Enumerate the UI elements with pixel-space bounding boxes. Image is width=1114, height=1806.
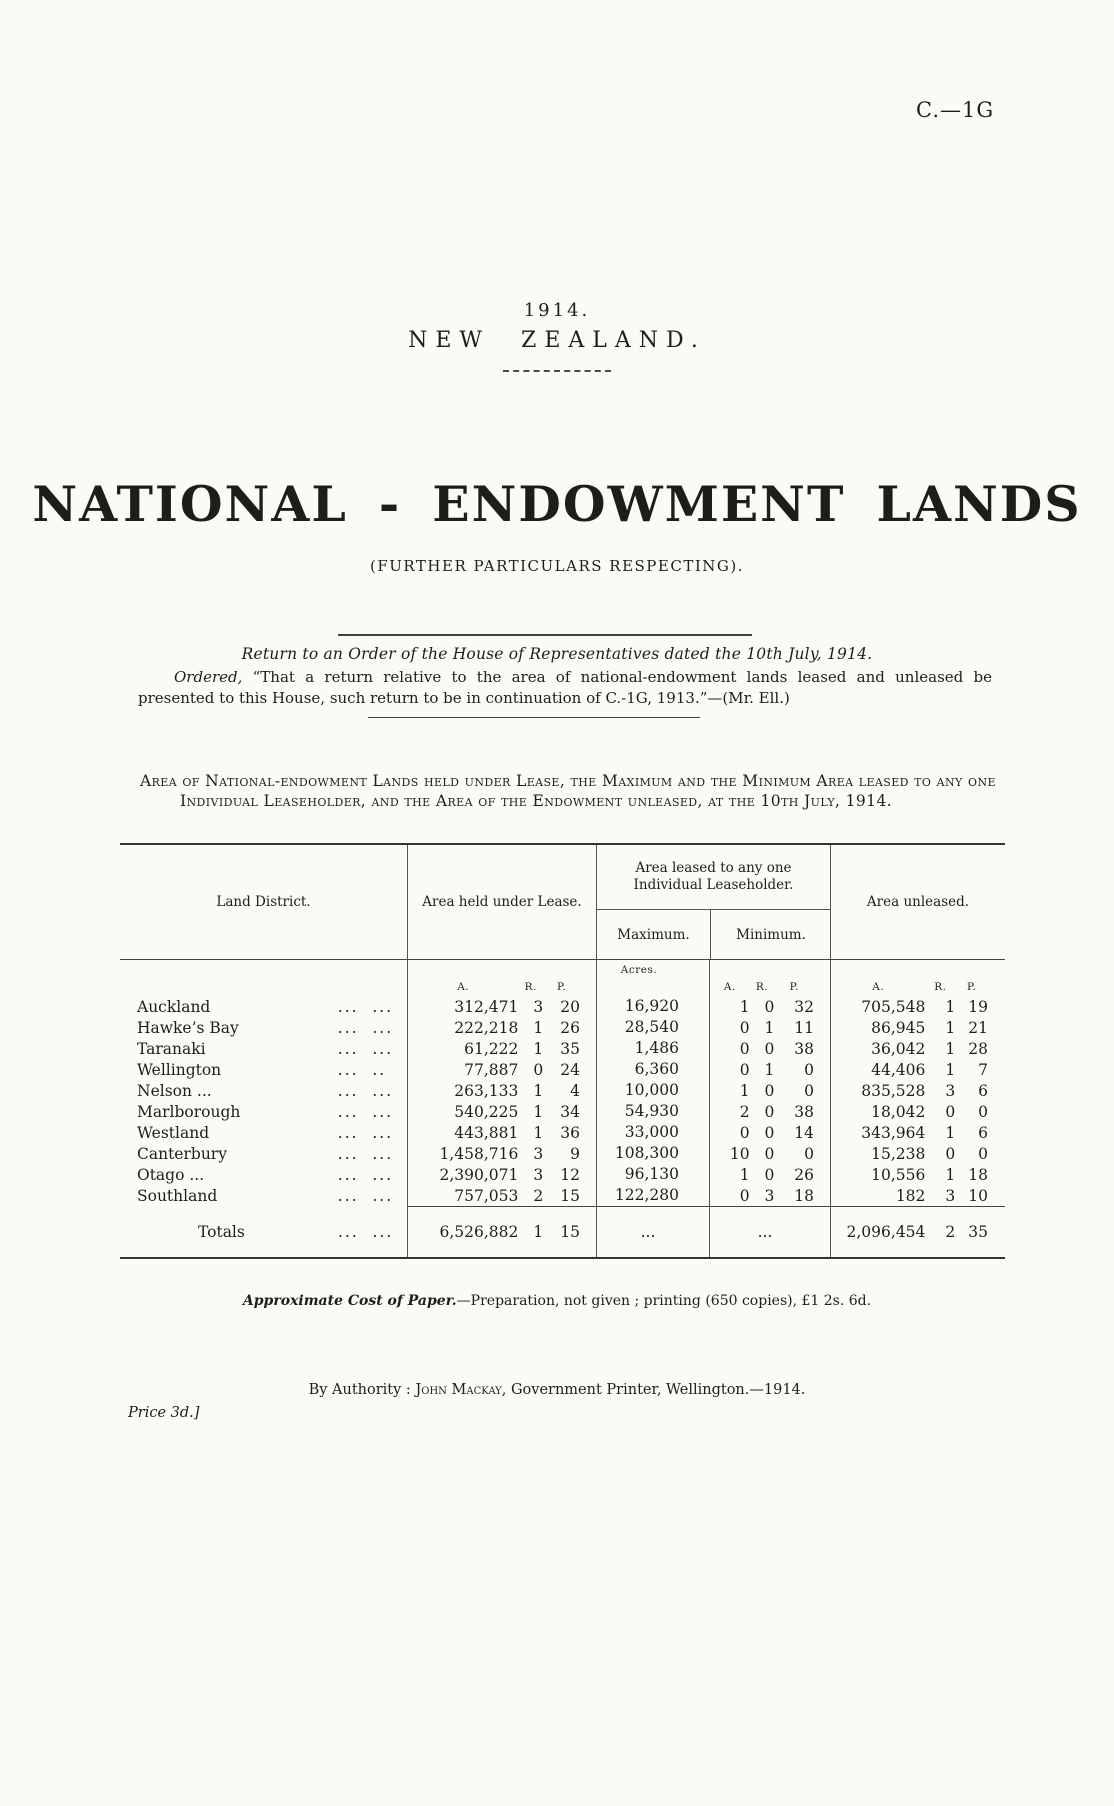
min-acres: 0	[739, 1060, 750, 1079]
unleased-roods: 0	[945, 1144, 956, 1163]
year-line: 1914.	[523, 300, 591, 321]
totals-unleased-perches: 35	[968, 1223, 989, 1241]
unit-cell-held	[407, 960, 596, 996]
col-group-leased-sub	[597, 910, 830, 959]
minimum-leased-cell	[709, 1185, 830, 1206]
held-roods: 3	[533, 997, 544, 1016]
district-name: Auckland	[137, 997, 211, 1016]
minimum-leased-cell	[709, 1101, 830, 1122]
district-name: Marlborough	[137, 1102, 241, 1121]
table-row-district-cell	[120, 1143, 407, 1164]
min-roods: 1	[764, 1060, 775, 1079]
page-subtitle: (FURTHER PARTICULARS RESPECTING).	[370, 557, 744, 575]
unleased-perches: 7	[978, 1060, 989, 1079]
held-acres: 443,881	[454, 1123, 519, 1142]
minimum-leased-cell	[709, 1038, 830, 1059]
unleased-perches: 18	[968, 1165, 989, 1184]
held-acres: 2,390,071	[439, 1165, 519, 1184]
district-name: Nelson ...	[137, 1081, 212, 1100]
totals-row-label-cell	[120, 1206, 407, 1257]
held-roods: 0	[533, 1060, 544, 1079]
min-perches: 38	[794, 1039, 815, 1058]
unleased-acres: 835,528	[861, 1081, 926, 1100]
held-under-lease-cell	[407, 1122, 596, 1143]
unleased-perches: 0	[978, 1144, 989, 1163]
unit-cell-max: Acres.	[596, 960, 709, 996]
district-name: Hawke’s Bay	[137, 1018, 239, 1037]
unleased-roods: 1	[945, 1123, 956, 1142]
unit-unl-r: R.	[934, 981, 947, 993]
min-acres: 0	[739, 1018, 750, 1037]
table-row-district-cell	[120, 1059, 407, 1080]
price-note: Price 3d.]	[128, 1405, 200, 1421]
unleased-roods: 3	[945, 1081, 956, 1100]
min-roods: 0	[764, 997, 775, 1016]
unleased-acres: 705,548	[861, 997, 926, 1016]
section-heading: Area of National-endowment Lands held under Lease, the Maximum and the Minimum Area leased to any one Individual Leaseholder, and the Area of the Endowment unleased, at the 10th July, 1914.	[140, 772, 996, 810]
min-roods: 0	[764, 1144, 775, 1163]
col-header-area-unleased: Area unleased.	[830, 845, 1005, 959]
leader-dots: ..	[372, 1060, 387, 1079]
unit-cell-unleased	[830, 960, 1005, 996]
held-under-lease-cell	[407, 1185, 596, 1206]
totals-min-cell	[709, 1206, 830, 1257]
min-perches: 26	[794, 1165, 815, 1184]
min-roods: 0	[764, 1123, 775, 1142]
minimum-leased-cell	[709, 1017, 830, 1038]
totals-unleased-roods: 2	[945, 1223, 956, 1241]
held-perches: 35	[560, 1039, 580, 1058]
unleased-perches: 6	[978, 1081, 989, 1100]
col-header-land-district: Land District.	[216, 894, 311, 910]
col-group-leased-label	[597, 845, 830, 910]
leader-dots: ...	[337, 1123, 359, 1142]
unleased-perches: 0	[978, 1102, 989, 1121]
min-acres: 1	[739, 1081, 750, 1100]
held-under-lease-cell	[407, 1038, 596, 1059]
table-row-district-cell	[120, 996, 407, 1017]
min-perches: 11	[794, 1018, 815, 1037]
ordered-paragraph	[138, 667, 992, 708]
lands-table	[120, 843, 1005, 1259]
min-perches: 0	[804, 1060, 815, 1079]
held-perches: 36	[560, 1123, 580, 1142]
area-unleased-cell	[830, 1143, 1005, 1164]
maximum-leased-cell: 108,300	[596, 1143, 709, 1164]
col-group-leased	[596, 845, 830, 959]
table-row-district-cell	[120, 1185, 407, 1206]
unleased-perches: 6	[978, 1123, 989, 1142]
min-roods: 0	[764, 1102, 775, 1121]
area-unleased-cell	[830, 1185, 1005, 1206]
held-perches: 4	[570, 1081, 580, 1100]
table-row-district-cell	[120, 1038, 407, 1059]
doc-reference: C.—1G	[916, 98, 995, 122]
district-name: Otago ...	[137, 1165, 205, 1184]
min-roods: 0	[764, 1165, 775, 1184]
totals-max-value: ...	[640, 1222, 656, 1241]
held-under-lease-cell	[407, 1059, 596, 1080]
leader-dots: ...	[372, 1039, 394, 1058]
unleased-roods: 1	[945, 1018, 956, 1037]
min-roods: 3	[764, 1186, 775, 1205]
totals-held-cell	[407, 1206, 596, 1257]
held-acres: 757,053	[454, 1186, 519, 1205]
district-name: Westland	[137, 1123, 210, 1142]
min-roods: 0	[764, 1081, 775, 1100]
leader-dots: ...	[337, 1081, 359, 1100]
leader-dots: ...	[337, 1186, 359, 1205]
totals-max-cell	[596, 1206, 709, 1257]
table-body	[120, 960, 1005, 1257]
district-name: Wellington	[137, 1060, 222, 1079]
maximum-leased-cell: 1,486	[596, 1038, 709, 1059]
table-header	[120, 845, 1005, 960]
held-roods: 3	[533, 1144, 544, 1163]
leader-dots: ...	[372, 1123, 394, 1142]
held-roods: 1	[533, 1123, 544, 1142]
minimum-leased-cell	[709, 1122, 830, 1143]
held-perches: 24	[560, 1060, 580, 1079]
leader-dots: ...	[372, 1165, 394, 1184]
min-acres: 0	[739, 1039, 750, 1058]
table-row-district-cell	[120, 1101, 407, 1122]
district-name: Southland	[137, 1186, 218, 1205]
unleased-acres: 10,556	[871, 1165, 926, 1184]
cost-note-body: —Preparation, not given ; printing (650 copies), £1 2s. 6d.	[456, 1293, 872, 1309]
min-roods: 1	[764, 1018, 775, 1037]
min-acres: 10	[729, 1144, 750, 1163]
leader-dots: ...	[337, 1165, 359, 1184]
totals-min-value: ...	[757, 1222, 773, 1241]
held-under-lease-cell	[407, 996, 596, 1017]
held-perches: 20	[560, 997, 580, 1016]
held-under-lease-cell	[407, 1164, 596, 1185]
area-unleased-cell	[830, 1101, 1005, 1122]
unit-min-a: A.	[723, 981, 736, 993]
unit-min-r: R.	[755, 981, 769, 993]
held-acres: 61,222	[464, 1039, 519, 1058]
unit-held-a: A.	[457, 981, 470, 993]
district-name: Taranaki	[137, 1039, 206, 1058]
leader-dots: ...	[372, 1144, 394, 1163]
min-acres: 1	[739, 1165, 750, 1184]
leader-dots: ...	[337, 1222, 359, 1241]
area-unleased-cell	[830, 996, 1005, 1017]
held-under-lease-cell	[407, 1101, 596, 1122]
held-perches: 26	[560, 1018, 580, 1037]
minimum-leased-cell	[709, 1143, 830, 1164]
held-roods: 1	[533, 1039, 544, 1058]
min-acres: 2	[739, 1102, 750, 1121]
district-name: Canterbury	[137, 1144, 227, 1163]
min-acres: 1	[739, 997, 750, 1016]
held-under-lease-cell	[407, 1143, 596, 1164]
held-roods: 2	[533, 1186, 544, 1205]
unit-held-r: R.	[524, 981, 537, 993]
maximum-leased-cell: 33,000	[596, 1122, 709, 1143]
col-header-maximum: Maximum.	[617, 926, 690, 943]
ordered-lead: Ordered,	[174, 668, 243, 686]
authority-printer-name: John Mackay	[415, 1382, 502, 1398]
unleased-acres: 18,042	[871, 1102, 926, 1121]
unit-unl-a: A.	[872, 981, 885, 993]
held-acres: 312,471	[454, 997, 519, 1016]
leader-dots: ...	[372, 1018, 394, 1037]
unleased-acres: 182	[895, 1186, 926, 1205]
area-unleased-cell	[830, 1017, 1005, 1038]
held-perches: 12	[560, 1165, 580, 1184]
area-unleased-cell	[830, 1122, 1005, 1143]
area-unleased-cell	[830, 1038, 1005, 1059]
held-acres: 1,458,716	[439, 1144, 519, 1163]
unleased-acres: 343,964	[861, 1123, 926, 1142]
unleased-acres: 86,945	[871, 1018, 926, 1037]
held-perches: 9	[570, 1144, 580, 1163]
country-line: NEW ZEALAND.	[408, 328, 706, 353]
maximum-leased-cell: 16,920	[596, 996, 709, 1017]
cost-of-paper-note	[0, 1293, 1114, 1309]
authority-suffix: , Government Printer, Wellington.—1914.	[501, 1382, 806, 1398]
leader-dots: ...	[372, 1186, 394, 1205]
min-perches: 0	[804, 1081, 815, 1100]
leader-dots: ...	[337, 1060, 359, 1079]
min-perches: 0	[804, 1144, 815, 1163]
unleased-perches: 10	[968, 1186, 989, 1205]
area-unleased-cell	[830, 1080, 1005, 1101]
unit-cell-blank	[120, 960, 407, 996]
unleased-perches: 21	[968, 1018, 989, 1037]
unleased-roods: 0	[945, 1102, 956, 1121]
totals-held-acres: 6,526,882	[439, 1223, 519, 1241]
held-under-lease-cell	[407, 1017, 596, 1038]
held-acres: 540,225	[454, 1102, 519, 1121]
totals-unleased-acres: 2,096,454	[846, 1223, 926, 1241]
held-roods: 1	[533, 1081, 544, 1100]
held-acres: 263,133	[454, 1081, 519, 1100]
authority-prefix: By Authority :	[308, 1382, 416, 1398]
min-roods: 0	[764, 1039, 775, 1058]
min-perches: 32	[794, 997, 815, 1016]
minimum-leased-cell	[709, 1059, 830, 1080]
ornament-rule	[503, 370, 611, 372]
unleased-perches: 28	[968, 1039, 989, 1058]
leader-dots: ...	[337, 1039, 359, 1058]
totals-held-roods: 1	[533, 1223, 544, 1241]
table-row-district-cell	[120, 1122, 407, 1143]
leader-dots: ...	[372, 1222, 394, 1241]
unleased-acres: 15,238	[871, 1144, 926, 1163]
unleased-roods: 1	[945, 1060, 956, 1079]
held-acres: 77,887	[464, 1060, 519, 1079]
maximum-leased-cell: 10,000	[596, 1080, 709, 1101]
leader-dots: ...	[337, 1144, 359, 1163]
cost-note-lead: Approximate Cost of Paper.	[242, 1293, 457, 1309]
maximum-leased-cell: 54,930	[596, 1101, 709, 1122]
area-unleased-cell	[830, 1059, 1005, 1080]
unleased-perches: 19	[968, 997, 989, 1016]
maximum-leased-cell: 6,360	[596, 1059, 709, 1080]
totals-held-perches: 15	[560, 1223, 580, 1241]
table-row-district-cell	[120, 1080, 407, 1101]
area-unleased-cell	[830, 1164, 1005, 1185]
leader-dots: ...	[337, 1102, 359, 1121]
minimum-leased-cell	[709, 996, 830, 1017]
held-perches: 34	[560, 1102, 580, 1121]
min-acres: 0	[739, 1186, 750, 1205]
maximum-leased-cell: 96,130	[596, 1164, 709, 1185]
unit-min-p: P.	[789, 981, 799, 993]
unleased-acres: 44,406	[871, 1060, 926, 1079]
held-perches: 15	[560, 1186, 580, 1205]
totals-label: Totals	[198, 1222, 245, 1241]
leader-dots: ...	[372, 1081, 394, 1100]
authority-line	[0, 1382, 1114, 1398]
page-title: NATIONAL - ENDOWMENT LANDS	[32, 475, 1082, 533]
table-row-district-cell	[120, 1164, 407, 1185]
unit-cell-min	[709, 960, 830, 996]
totals-unleased-cell	[830, 1206, 1005, 1257]
min-acres: 0	[739, 1123, 750, 1142]
held-roods: 3	[533, 1165, 544, 1184]
table-row-district-cell	[120, 1017, 407, 1038]
min-perches: 18	[794, 1186, 815, 1205]
unleased-roods: 1	[945, 1165, 956, 1184]
unleased-acres: 36,042	[871, 1039, 926, 1058]
maximum-leased-cell: 28,540	[596, 1017, 709, 1038]
unleased-roods: 3	[945, 1186, 956, 1205]
minimum-leased-cell	[709, 1164, 830, 1185]
unit-held-p: P.	[556, 981, 567, 993]
col-header-area-held: Area held under Lease.	[407, 845, 596, 959]
unleased-roods: 1	[945, 997, 956, 1016]
min-perches: 14	[794, 1123, 815, 1142]
held-roods: 1	[533, 1018, 544, 1037]
leader-dots: ...	[337, 997, 359, 1016]
divider-rule-top	[338, 634, 752, 636]
unleased-roods: 1	[945, 1039, 956, 1058]
held-roods: 1	[533, 1102, 544, 1121]
leader-dots: ...	[337, 1018, 359, 1037]
unit-unl-p: P.	[966, 981, 977, 993]
divider-rule-bottom	[368, 717, 700, 718]
return-order-line: Return to an Order of the House of Representatives dated the 10th July, 1914.	[241, 645, 873, 663]
min-perches: 38	[794, 1102, 815, 1121]
col-group-leased-line1: Area leased to any one Individual Leaseholder.	[633, 860, 794, 893]
leader-dots: ...	[372, 1102, 394, 1121]
held-acres: 222,218	[454, 1018, 519, 1037]
maximum-leased-cell: 122,280	[596, 1185, 709, 1206]
col-header-minimum: Minimum.	[710, 910, 831, 959]
minimum-leased-cell	[709, 1080, 830, 1101]
leader-dots: ...	[372, 997, 394, 1016]
ordered-body: “That a return relative to the area of national-endowment lands leased and unleased be presented to this House, such return to be in continuation of C.-1G, 1913.”—(Mr. Ell.)	[138, 668, 992, 707]
held-under-lease-cell	[407, 1080, 596, 1101]
